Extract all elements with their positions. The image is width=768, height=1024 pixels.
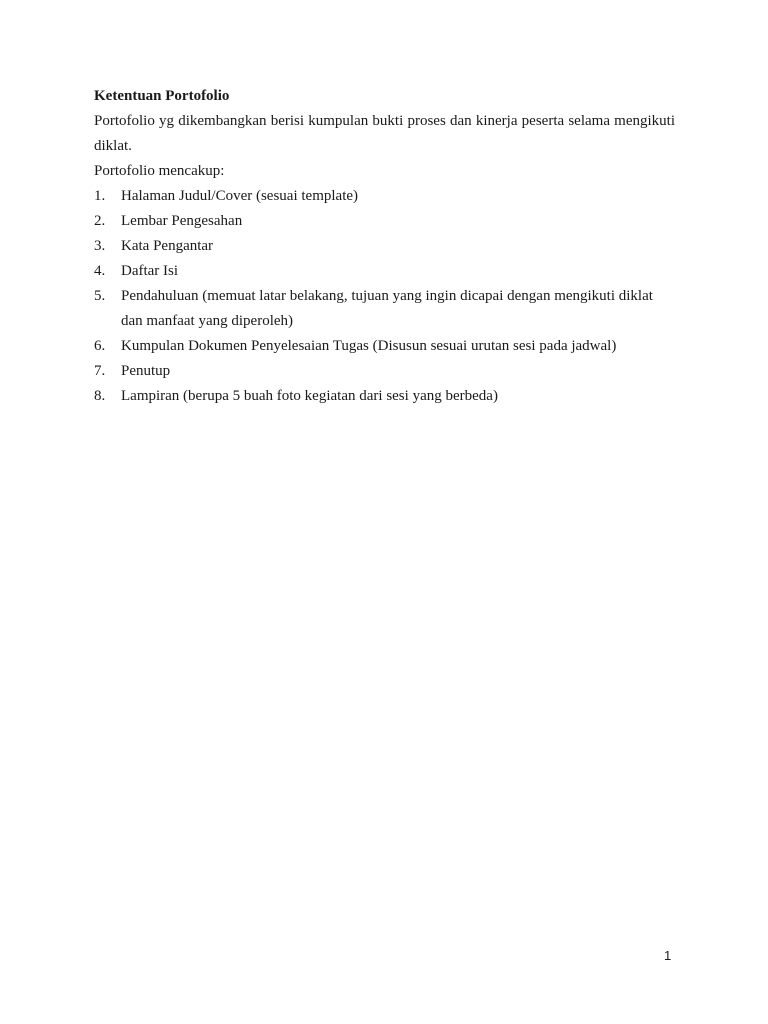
list-intro: Portofolio mencakup:: [94, 163, 225, 179]
list-item-text: Daftar Isi: [121, 263, 179, 279]
list-item-text: Lembar Pengesahan: [121, 213, 243, 229]
list-item: [94, 359, 675, 384]
list-item-number: 8.: [94, 388, 106, 404]
list-item: [94, 259, 675, 284]
page-number: 1: [664, 948, 672, 963]
list-item-text: Kumpulan Dokumen Penyelesaian Tugas (Disusun sesuai urutan sesi pada jadwal): [121, 338, 617, 354]
list-item-text: Penutup: [121, 363, 171, 379]
list-item-text: Kata Pengantar: [121, 238, 214, 254]
list-item-number: 4.: [94, 263, 106, 279]
list-item-text: Halaman Judul/Cover (sesuai template): [121, 188, 359, 204]
list-item: [94, 284, 675, 334]
list-item-number: 7.: [94, 363, 106, 379]
list-item-number: 2.: [94, 213, 106, 229]
list-item-number: 5.: [94, 288, 106, 304]
list-item: [94, 234, 675, 259]
list-item: [94, 334, 675, 359]
portfolio-contents-list: [94, 184, 675, 409]
document-body: [94, 84, 675, 409]
list-item-number: 6.: [94, 338, 106, 354]
list-item: [94, 184, 675, 209]
list-item-number: 3.: [94, 238, 106, 254]
list-item: [94, 209, 675, 234]
list-item: [94, 384, 675, 409]
intro-paragraph: Portofolio yg dikembangkan berisi kumpulan bukti proses dan kinerja peserta selama mengikuti diklat.: [94, 113, 675, 154]
list-item-text: Pendahuluan (memuat latar belakang, tujuan yang ingin dicapai dengan mengikuti diklat dan manfaat yang diperoleh): [121, 288, 653, 329]
list-item-text: Lampiran (berupa 5 buah foto kegiatan dari sesi yang berbeda): [121, 388, 498, 404]
list-item-number: 1.: [94, 188, 106, 204]
section-heading: Ketentuan Portofolio: [94, 88, 230, 104]
